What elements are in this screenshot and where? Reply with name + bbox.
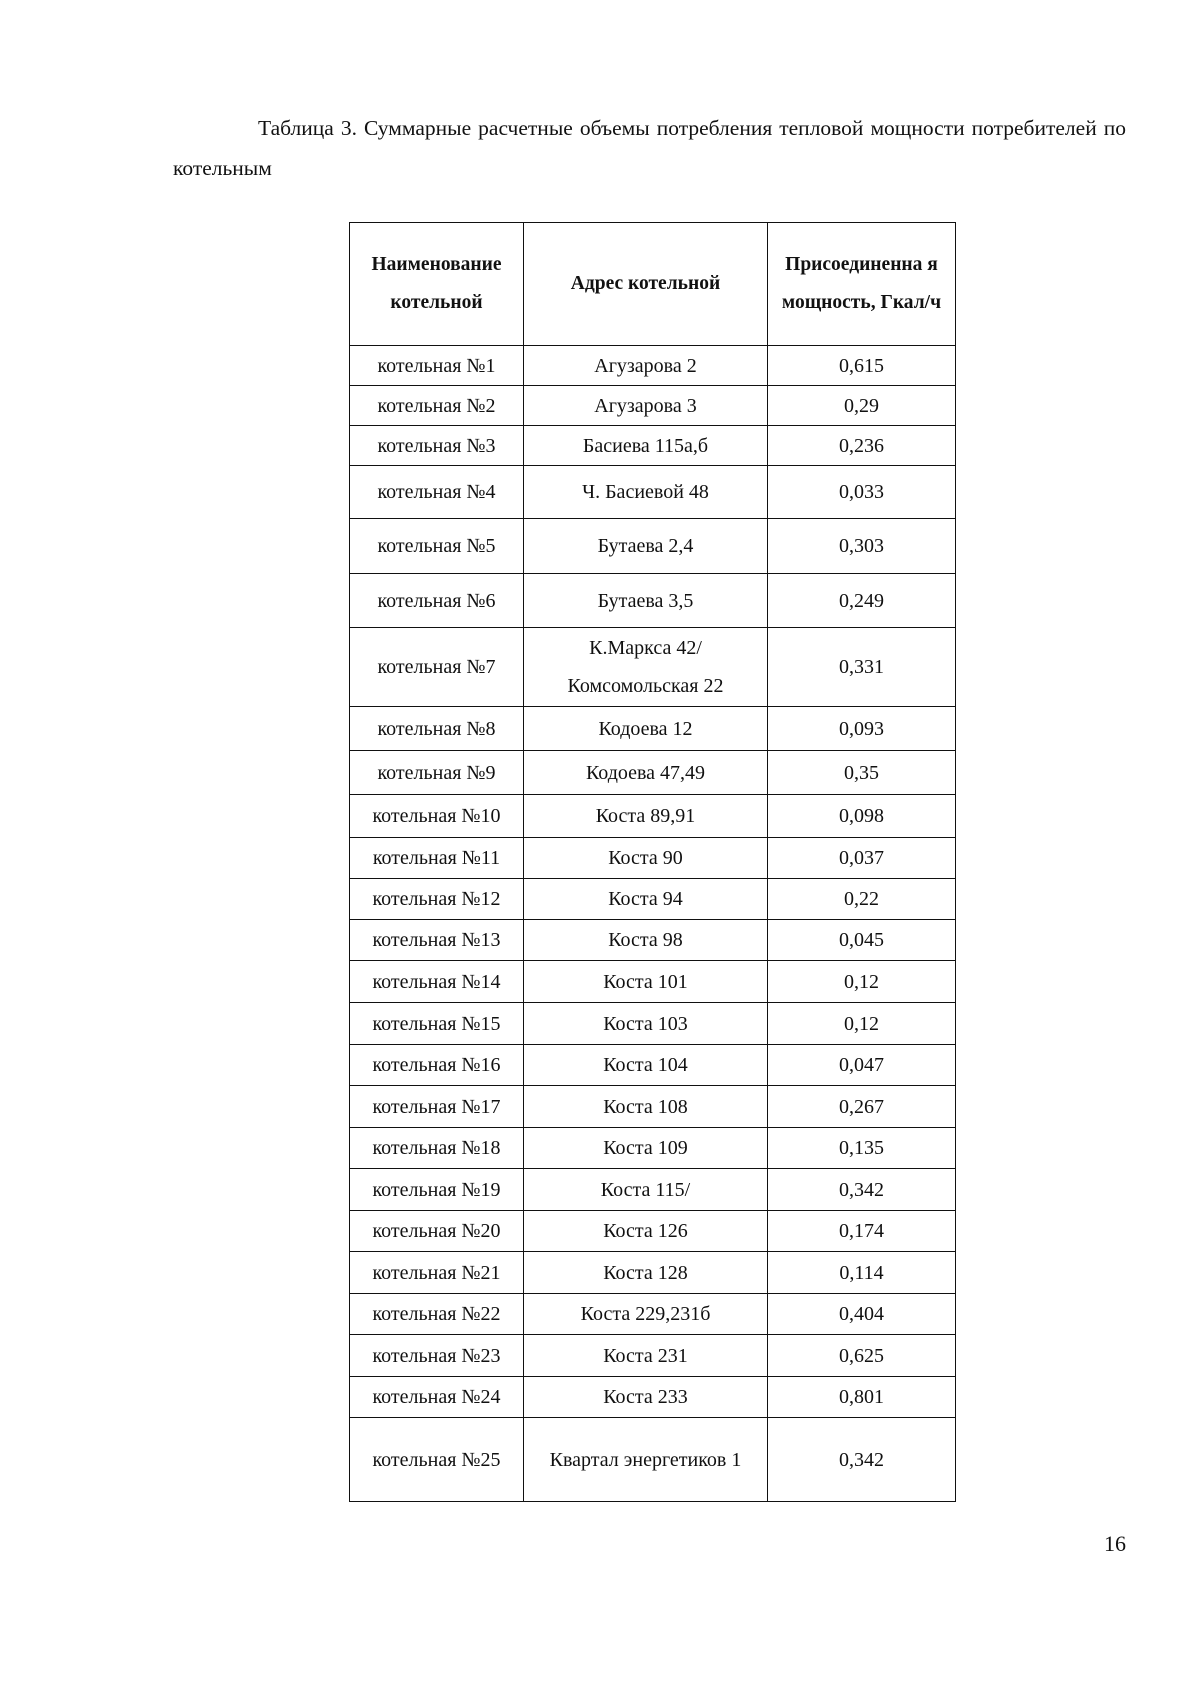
- boiler-power-cell: 0,037: [768, 838, 956, 879]
- boiler-address-cell: Коста 126: [524, 1211, 768, 1252]
- table-row: [350, 920, 956, 961]
- boiler-name-cell: котельная №11: [350, 838, 524, 879]
- table-row: [350, 879, 956, 920]
- table-row: [350, 1335, 956, 1377]
- table-row: [350, 346, 956, 386]
- boiler-power-cell: 0,267: [768, 1086, 956, 1128]
- table-row: [350, 795, 956, 838]
- boiler-power-cell: 0,404: [768, 1294, 956, 1335]
- boiler-name-cell: котельная №4: [350, 466, 524, 519]
- boiler-power-cell: 0,135: [768, 1128, 956, 1169]
- boiler-name-cell: котельная №18: [350, 1128, 524, 1169]
- boiler-address-cell: Агузарова 2: [524, 346, 768, 386]
- header-boiler-address: Адрес котельной: [524, 223, 768, 346]
- boiler-power-cell: 0,303: [768, 519, 956, 574]
- boiler-address-cell: Коста 109: [524, 1128, 768, 1169]
- boiler-name-cell: котельная №2: [350, 386, 524, 426]
- boiler-power-cell: 0,331: [768, 628, 956, 707]
- boiler-address-cell: Бутаева 3,5: [524, 574, 768, 628]
- table-row: [350, 1003, 956, 1045]
- table-row: [350, 466, 956, 519]
- boiler-name-cell: котельная №24: [350, 1377, 524, 1418]
- boiler-power-cell: 0,615: [768, 346, 956, 386]
- table-row: [350, 1252, 956, 1294]
- boiler-power-cell: 0,098: [768, 795, 956, 838]
- boiler-power-cell: 0,236: [768, 426, 956, 466]
- boiler-address-cell: Коста 229,231б: [524, 1294, 768, 1335]
- table-row: [350, 961, 956, 1003]
- boiler-address-cell: Бутаева 2,4: [524, 519, 768, 574]
- boiler-power-cell: 0,342: [768, 1418, 956, 1502]
- boiler-address-cell: Коста 233: [524, 1377, 768, 1418]
- boiler-power-cell: 0,249: [768, 574, 956, 628]
- table-row: [350, 751, 956, 795]
- boiler-name-cell: котельная №9: [350, 751, 524, 795]
- table-row: [350, 1169, 956, 1211]
- boiler-name-cell: котельная №20: [350, 1211, 524, 1252]
- boiler-name-cell: котельная №19: [350, 1169, 524, 1211]
- boiler-power-cell: 0,033: [768, 466, 956, 519]
- header-boiler-name: Наименование котельной: [350, 223, 524, 346]
- boiler-address-cell: Коста 101: [524, 961, 768, 1003]
- boiler-address-cell: Коста 103: [524, 1003, 768, 1045]
- boiler-name-cell: котельная №22: [350, 1294, 524, 1335]
- table-row: [350, 838, 956, 879]
- table-row: [350, 519, 956, 574]
- boiler-name-cell: котельная №10: [350, 795, 524, 838]
- boiler-address-cell: Агузарова 3: [524, 386, 768, 426]
- boiler-name-cell: котельная №21: [350, 1252, 524, 1294]
- boiler-power-cell: 0,12: [768, 961, 956, 1003]
- table-caption: Таблица 3. Суммарные расчетные объемы потребления тепловой мощности потребителей по котельным: [173, 116, 1126, 180]
- boiler-address-cell: К.Маркса 42/Комсомольская 22: [524, 628, 768, 707]
- boiler-name-cell: котельная №17: [350, 1086, 524, 1128]
- boiler-name-cell: котельная №6: [350, 574, 524, 628]
- boiler-power-cell: 0,29: [768, 386, 956, 426]
- boiler-address-cell: Квартал энергетиков 1: [524, 1418, 768, 1502]
- boiler-power-cell: 0,114: [768, 1252, 956, 1294]
- page-number: 16: [1104, 1531, 1126, 1556]
- boiler-name-cell: котельная №25: [350, 1418, 524, 1502]
- table-row: [350, 1211, 956, 1252]
- boiler-address-cell: Ч. Басиевой 48: [524, 466, 768, 519]
- table-row: [350, 628, 956, 707]
- boiler-address-cell: Коста 90: [524, 838, 768, 879]
- boiler-table: [349, 222, 956, 1502]
- boiler-address-cell: Коста 104: [524, 1045, 768, 1086]
- table-row: [350, 707, 956, 751]
- boiler-name-cell: котельная №7: [350, 628, 524, 707]
- boiler-name-cell: котельная №16: [350, 1045, 524, 1086]
- boiler-address-cell: Коста 94: [524, 879, 768, 920]
- boiler-power-cell: 0,342: [768, 1169, 956, 1211]
- boiler-name-cell: котельная №12: [350, 879, 524, 920]
- table-row: [350, 1418, 956, 1502]
- table-row: [350, 574, 956, 628]
- boiler-name-cell: котельная №15: [350, 1003, 524, 1045]
- boiler-power-cell: 0,174: [768, 1211, 956, 1252]
- table-row: [350, 386, 956, 426]
- boiler-address-cell: Коста 98: [524, 920, 768, 961]
- boiler-address-cell: Кодоева 12: [524, 707, 768, 751]
- boiler-power-cell: 0,045: [768, 920, 956, 961]
- boiler-address-cell: Коста 231: [524, 1335, 768, 1377]
- table-row: [350, 1045, 956, 1086]
- header-connected-power: Присоединенна я мощность, Гкал/ч: [768, 223, 956, 346]
- boiler-name-cell: котельная №8: [350, 707, 524, 751]
- boiler-power-cell: 0,047: [768, 1045, 956, 1086]
- table-row: [350, 1086, 956, 1128]
- boiler-power-cell: 0,22: [768, 879, 956, 920]
- table-row: [350, 1294, 956, 1335]
- boiler-name-cell: котельная №5: [350, 519, 524, 574]
- boiler-name-cell: котельная №3: [350, 426, 524, 466]
- boiler-name-cell: котельная №14: [350, 961, 524, 1003]
- boiler-address-cell: Коста 128: [524, 1252, 768, 1294]
- boiler-power-cell: 0,625: [768, 1335, 956, 1377]
- boiler-address-cell: Кодоева 47,49: [524, 751, 768, 795]
- boiler-power-cell: 0,093: [768, 707, 956, 751]
- boiler-power-cell: 0,35: [768, 751, 956, 795]
- table-row: [350, 1377, 956, 1418]
- table-header-row: [350, 223, 956, 346]
- boiler-power-cell: 0,12: [768, 1003, 956, 1045]
- boiler-address-cell: Коста 115/: [524, 1169, 768, 1211]
- table-row: [350, 426, 956, 466]
- table-row: [350, 1128, 956, 1169]
- boiler-power-cell: 0,801: [768, 1377, 956, 1418]
- boiler-name-cell: котельная №23: [350, 1335, 524, 1377]
- boiler-name-cell: котельная №13: [350, 920, 524, 961]
- boiler-address-cell: Коста 89,91: [524, 795, 768, 838]
- boiler-address-cell: Коста 108: [524, 1086, 768, 1128]
- boiler-name-cell: котельная №1: [350, 346, 524, 386]
- boiler-address-cell: Басиева 115а,б: [524, 426, 768, 466]
